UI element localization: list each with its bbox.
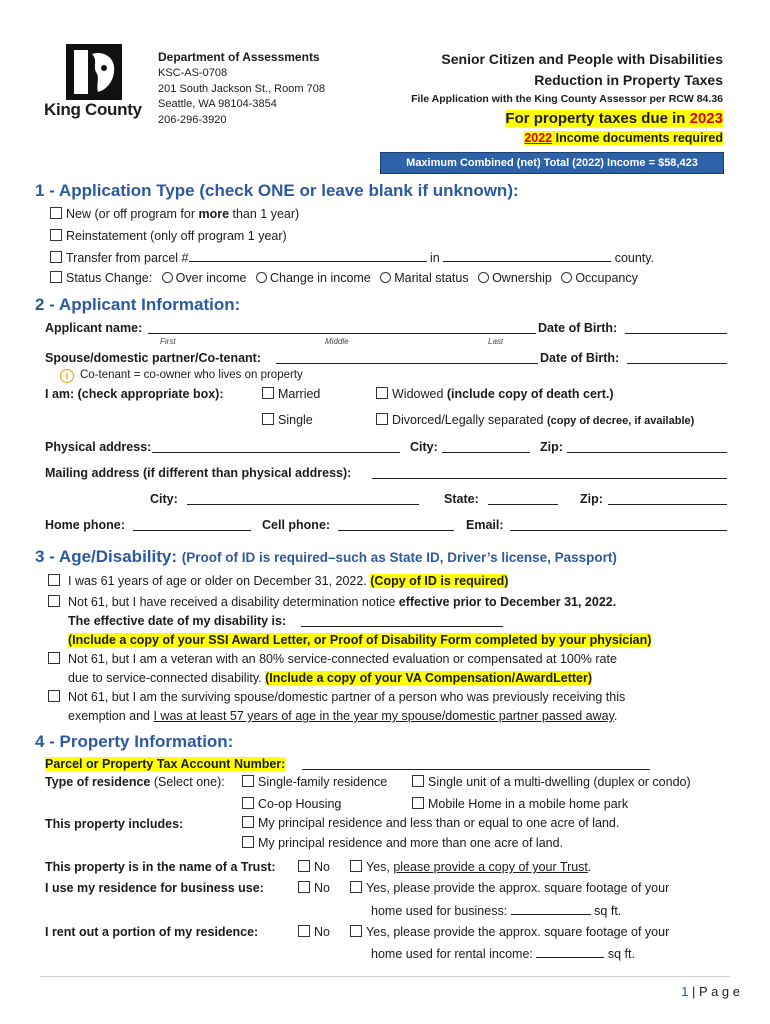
lt-acre-option[interactable]: My principal residence and less than or equal to one acre of land. (242, 816, 619, 830)
spouse-label: Spouse/domestic partner/Co-tenant: (45, 351, 261, 365)
email-field[interactable] (510, 519, 727, 531)
cotenant-note: i Co-tenant = co-owner who lives on property (60, 369, 303, 383)
mailing-zip-field[interactable] (608, 493, 727, 505)
married-checkbox[interactable] (262, 387, 274, 399)
single-family-option[interactable]: Single-family residence (242, 775, 387, 789)
middle-caption: Middle (325, 337, 349, 346)
dob-label: Date of Birth: (538, 321, 618, 335)
new-checkbox[interactable] (50, 207, 62, 219)
surviving-spouse-line-2: exemption and I was at least 57 years of age in the year my spouse/domestic partner passed away. (68, 709, 618, 723)
spouse-field[interactable] (276, 352, 538, 364)
i-am-label: I am: (check appropriate box): (45, 387, 224, 401)
business-sqft-line: home used for business: sq ft. (371, 904, 622, 918)
form-code: KSC-AS-0708 (158, 67, 228, 79)
rent-yes-option[interactable]: Yes, please provide the approx. square footage of your (350, 925, 669, 939)
ownership-radio[interactable] (478, 272, 489, 283)
mailing-state-field[interactable] (488, 493, 558, 505)
parcel-label: Parcel or Property Tax Account Number: (45, 757, 286, 771)
divorced-checkbox[interactable] (376, 413, 388, 425)
section-3-title: 3 - Age/Disability: (Proof of ID is required–such as State ID, Driver’s license, Passport) (35, 547, 617, 566)
single-family-checkbox[interactable] (242, 775, 254, 787)
city-field[interactable] (442, 441, 530, 453)
last-caption: Last (488, 337, 504, 346)
business-yes-checkbox[interactable] (350, 881, 362, 893)
surviving-spouse-checkbox[interactable] (48, 690, 60, 702)
home-phone-label: Home phone: (45, 518, 125, 532)
dept-address-2: Seattle, WA 98104-3854 (158, 98, 277, 110)
business-yes-option[interactable]: Yes, please provide the approx. square footage of your (350, 881, 669, 895)
spouse-dob-label: Date of Birth: (540, 351, 620, 365)
file-with-note: File Application with the King County Assessor per RCW 84.36 (411, 93, 723, 105)
trust-yes-option[interactable]: Yes, please provide a copy of your Trust. (350, 860, 591, 874)
veteran-option[interactable]: Not 61, but I am a veteran with an 80% service-connected evaluation or compensated at 100% rate (48, 652, 617, 666)
king-county-logo-icon (66, 44, 122, 100)
business-no-option[interactable]: No (298, 881, 330, 895)
trust-no-option[interactable]: No (298, 860, 330, 874)
trust-yes-checkbox[interactable] (350, 860, 362, 872)
dept-phone: 206-296-3920 (158, 114, 227, 126)
gt-acre-option[interactable]: My principal residence and more than one acre of land. (242, 836, 563, 850)
applicant-name-label: Applicant name: (45, 321, 143, 335)
zip-label: Zip: (540, 440, 563, 454)
occupancy-radio[interactable] (561, 272, 572, 283)
disability-date-label: The effective date of my disability is: (68, 614, 287, 628)
transfer-parcel-field[interactable] (189, 250, 427, 262)
reinstatement-option[interactable]: Reinstatement (only off program 1 year) (50, 229, 287, 243)
cell-phone-field[interactable] (338, 519, 454, 531)
rent-yes-checkbox[interactable] (350, 925, 362, 937)
widowed-option[interactable]: Widowed (include copy of death cert.) (376, 387, 614, 401)
city-label: City: (410, 440, 438, 454)
mailing-state-label: State: (444, 492, 479, 506)
trust-no-checkbox[interactable] (298, 860, 310, 872)
king-county-wordmark: King County (44, 100, 142, 119)
veteran-checkbox[interactable] (48, 652, 60, 664)
rent-no-option[interactable]: No (298, 925, 330, 939)
income-docs-line: 2022 Income documents required (524, 131, 723, 145)
home-phone-field[interactable] (133, 519, 251, 531)
dept-address-1: 201 South Jackson St., Room 708 (158, 83, 325, 95)
rent-sqft-line: home used for rental income: sq ft. (371, 947, 635, 961)
zip-field[interactable] (567, 441, 727, 453)
mailing-zip-label: Zip: (580, 492, 603, 506)
age61-option[interactable]: I was 61 years of age or older on December 31, 2022. (Copy of ID is required) (48, 574, 508, 588)
widowed-checkbox[interactable] (376, 387, 388, 399)
status-change-option[interactable]: Status Change: Over income Change in income Marital status Ownership Occupancy (50, 271, 638, 285)
multi-unit-checkbox[interactable] (412, 775, 424, 787)
status-change-checkbox[interactable] (50, 271, 62, 283)
disability-date-field[interactable] (301, 615, 503, 627)
single-checkbox[interactable] (262, 413, 274, 425)
type-residence-label: Type of residence (Select one): (45, 775, 225, 789)
business-sqft-field[interactable] (511, 903, 591, 915)
rent-label: I rent out a portion of my residence: (45, 925, 259, 939)
coop-checkbox[interactable] (242, 797, 254, 809)
property-includes-label: This property includes: (45, 817, 184, 831)
rent-sqft-field[interactable] (536, 946, 604, 958)
veteran-line-2: due to service-connected disability. (Include a copy of your VA Compensation/AwardLetter) (68, 671, 593, 685)
mailing-address-field[interactable] (372, 467, 727, 479)
disability-option[interactable]: Not 61, but I have received a disability determination notice effective prior to December 31, 2022. (48, 595, 616, 609)
marital-status-radio[interactable] (380, 272, 391, 283)
over-income-radio[interactable] (162, 272, 173, 283)
form-title-2: Reduction in Property Taxes (534, 72, 723, 88)
age61-checkbox[interactable] (48, 574, 60, 586)
first-caption: First (160, 337, 176, 346)
page-number: 1 | P a g e (681, 984, 740, 999)
parcel-field[interactable] (302, 758, 650, 770)
dept-name: Department of Assessments (158, 50, 320, 64)
footer-divider (40, 976, 730, 977)
mailing-address-label: Mailing address (if different than physical address): (45, 466, 352, 480)
mobile-home-option[interactable]: Mobile Home in a mobile home park (412, 797, 628, 811)
change-income-radio[interactable] (256, 272, 267, 283)
mobile-home-checkbox[interactable] (412, 797, 424, 809)
applicant-name-field[interactable] (148, 322, 536, 334)
email-label: Email: (466, 518, 504, 532)
transfer-option[interactable]: Transfer from parcel # in county. (50, 250, 654, 265)
section-2-title: 2 - Applicant Information: (35, 295, 241, 314)
mailing-city-field[interactable] (187, 493, 419, 505)
cell-phone-label: Cell phone: (262, 518, 331, 532)
multi-unit-option[interactable]: Single unit of a multi-dwelling (duplex or condo) (412, 775, 691, 789)
max-income-badge: Maximum Combined (net) Total (2022) Income = $58,423 (380, 152, 724, 174)
reinstatement-checkbox[interactable] (50, 229, 62, 241)
form-title-1: Senior Citizen and People with Disabilities (441, 51, 723, 67)
spouse-dob-field[interactable] (627, 352, 727, 364)
due-line: For property taxes due in 2023 (505, 110, 723, 127)
surviving-spouse-option[interactable]: Not 61, but I am the surviving spouse/domestic partner of a person who was previously receiving this (48, 690, 625, 704)
physical-address-label: Physical address: (45, 440, 152, 454)
coop-option[interactable]: Co-op Housing (242, 797, 341, 811)
divorced-option[interactable]: Divorced/Legally separated (copy of decree, if available) (376, 413, 694, 427)
disability-docs-note: (Include a copy of your SSI Award Letter, or Proof of Disability Form completed by your physician) (68, 633, 652, 647)
section-1-title: 1 - Application Type (check ONE or leave blank if unknown): (35, 181, 519, 200)
mailing-city-label: City: (150, 492, 178, 506)
physical-address-field[interactable] (152, 441, 400, 453)
dob-field[interactable] (625, 322, 727, 334)
rent-no-checkbox[interactable] (298, 925, 310, 937)
gt-acre-checkbox[interactable] (242, 836, 254, 848)
married-option[interactable]: Married (262, 387, 320, 401)
disability-checkbox[interactable] (48, 595, 60, 607)
lt-acre-checkbox[interactable] (242, 816, 254, 828)
section-4-title: 4 - Property Information: (35, 732, 234, 751)
new-option[interactable]: New (or off program for more than 1 year) (50, 207, 299, 221)
transfer-county-field[interactable] (443, 250, 611, 262)
transfer-checkbox[interactable] (50, 251, 62, 263)
single-option[interactable]: Single (262, 413, 313, 427)
business-label: I use my residence for business use: (45, 881, 264, 895)
business-no-checkbox[interactable] (298, 881, 310, 893)
info-icon: i (60, 369, 74, 383)
trust-label: This property is in the name of a Trust: (45, 860, 276, 874)
